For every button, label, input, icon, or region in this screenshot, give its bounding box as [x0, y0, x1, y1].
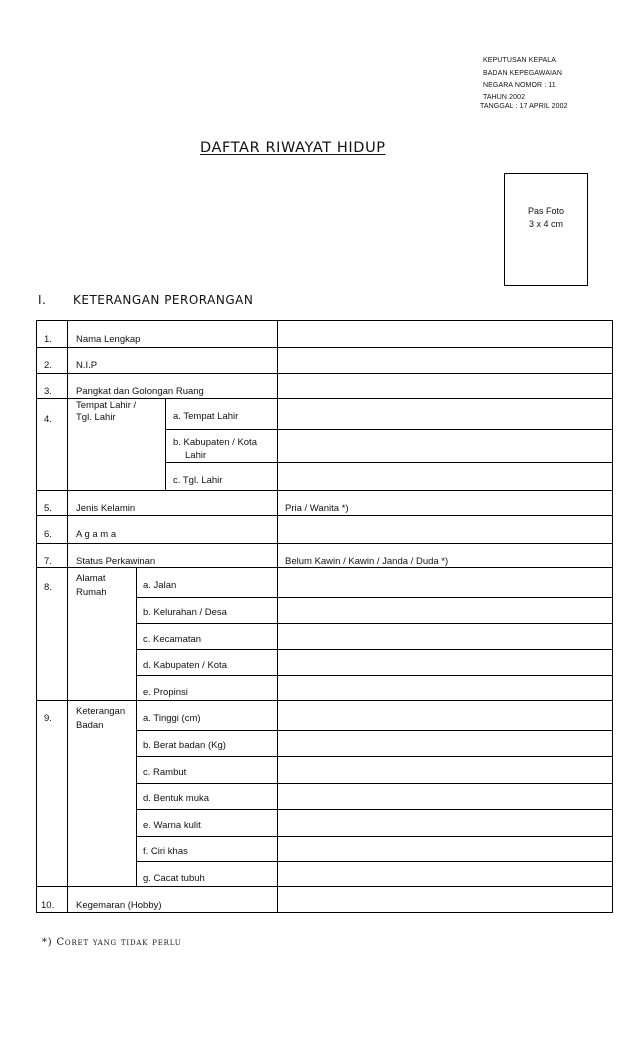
kabupaten-kota-lahir-field[interactable] [278, 430, 612, 462]
row-9d-label: d. Bentuk muka [143, 793, 210, 804]
row-9a-label: a. Tinggi (cm) [143, 713, 201, 724]
row-2-number: 2. [44, 360, 52, 371]
header-line-3: NEGARA NOMOR : 11 [483, 82, 556, 89]
propinsi-field[interactable] [278, 676, 612, 700]
photo-label-2: 3 x 4 cm [528, 219, 563, 229]
row-3-number: 3. [44, 386, 52, 397]
jalan-field[interactable] [278, 568, 612, 597]
section-title: KETERANGAN PERORANGAN [73, 293, 254, 307]
warna-kulit-field[interactable] [278, 810, 612, 836]
header-line-1: KEPUTUSAN KEPALA [483, 57, 557, 64]
row-1-label: Nama Lengkap [76, 334, 141, 345]
tinggi-field[interactable] [278, 701, 612, 730]
header-line-5: TANGGAL : 17 APRIL 2002 [480, 103, 568, 110]
row-8-label-line-1: Alamat [76, 573, 106, 584]
row-9e-label: e. Warna kulit [143, 820, 201, 831]
row-6-number: 6. [44, 529, 52, 540]
header-line-4: TAHUN 2002 [483, 94, 526, 101]
row-8e-label: e. Propinsi [143, 687, 188, 698]
kecamatan-field[interactable] [278, 624, 612, 649]
footnote: *) Coret yang tidak perlu [42, 937, 182, 948]
ciri-khas-field[interactable] [278, 837, 612, 861]
row-5-label: Jenis Kelamin [76, 503, 136, 514]
berat-badan-field[interactable] [278, 731, 612, 756]
row-8d-label: d. Kabupaten / Kota [143, 660, 227, 671]
section-number: I. [38, 293, 47, 307]
row-4c-label: c. Tgl. Lahir [173, 475, 223, 486]
bentuk-muka-field[interactable] [278, 784, 612, 809]
row-8c-label: c. Kecamatan [143, 634, 202, 645]
pangkat-golongan-field[interactable] [278, 374, 612, 398]
row-8-label-line-2: Rumah [76, 587, 107, 598]
row-4-label-line-1: Tempat Lahir / [76, 400, 137, 411]
row-4a-label: a. Tempat Lahir [173, 411, 239, 422]
row-4-label-line-2: Tgl. Lahir [76, 412, 116, 423]
status-perkawinan-value[interactable]: Belum Kawin / Kawin / Janda / Duda *) [285, 556, 449, 567]
row-4b-label-line-2: Lahir [185, 450, 207, 461]
agama-field[interactable] [278, 516, 612, 543]
row-2-label: N.I.P [76, 360, 98, 371]
cacat-tubuh-field[interactable] [278, 862, 612, 886]
jenis-kelamin-value[interactable]: Pria / Wanita *) [285, 503, 349, 514]
row-6-label: A g a m a [76, 529, 117, 540]
row-4b-label-line-1: b. Kabupaten / Kota [173, 437, 257, 448]
nama-lengkap-field[interactable] [278, 321, 612, 347]
row-5-number: 5. [44, 503, 52, 514]
photo-label-1: Pas Foto [527, 206, 565, 216]
row-7-number: 7. [44, 556, 52, 567]
kelurahan-desa-field[interactable] [278, 598, 612, 623]
row-7-label: Status Perkawinan [76, 556, 156, 567]
row-1-number: 1. [44, 334, 52, 345]
tgl-lahir-field[interactable] [278, 463, 612, 490]
row-4-number: 4. [44, 414, 52, 425]
row-8a-label: a. Jalan [143, 580, 177, 591]
row-9-label-line-1: Keterangan [76, 706, 126, 717]
row-8-number: 8. [44, 582, 52, 593]
kegemaran-field[interactable] [278, 887, 612, 912]
rambut-field[interactable] [278, 757, 612, 783]
row-10-label: Kegemaran (Hobby) [76, 900, 162, 911]
kabupaten-kota-field[interactable] [278, 650, 612, 675]
row-10-number: 10. [41, 900, 55, 911]
header-line-2: BADAN KEPEGAWAIAN [483, 70, 562, 77]
row-9f-label: f. Ciri khas [143, 846, 188, 857]
row-8b-label: b. Kelurahan / Desa [143, 607, 227, 618]
nip-field[interactable] [278, 348, 612, 373]
row-9-label-line-2: Badan [76, 720, 104, 731]
row-9-number: 9. [44, 713, 52, 724]
row-3-label: Pangkat dan Golongan Ruang [76, 386, 204, 397]
row-9g-label: g. Cacat tubuh [143, 873, 205, 884]
row-9b-label: b. Berat badan (Kg) [143, 740, 226, 751]
page-title: DAFTAR RIWAYAT HIDUP [200, 140, 386, 156]
row-9c-label: c. Rambut [143, 767, 187, 778]
tempat-lahir-field[interactable] [278, 399, 612, 429]
